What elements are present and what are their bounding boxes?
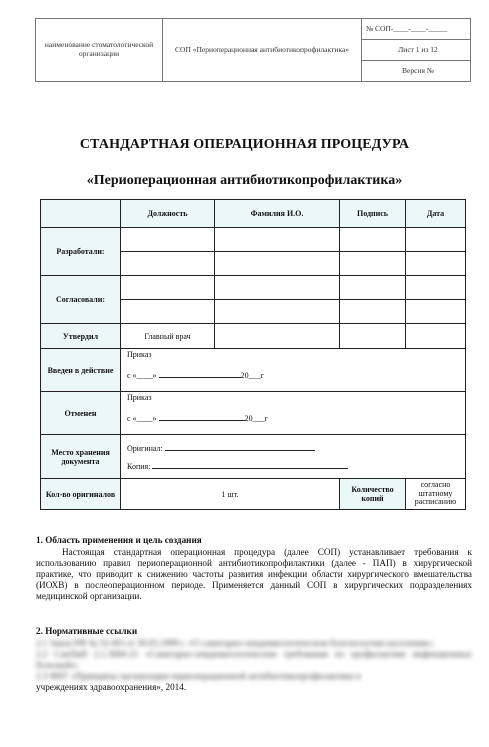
table-cell[interactable] xyxy=(340,276,406,300)
table-row xyxy=(41,435,466,479)
table-cell[interactable] xyxy=(215,228,340,252)
reference-line-3: 2.3 ФБУ «Принципы организации периоперационной антибиотикопрофилактики в xyxy=(36,671,361,681)
table-cell[interactable] xyxy=(406,300,466,324)
sop-number: № СОП-____-____-_____ xyxy=(362,19,471,40)
reference-line-2: 2.2 СанПиН 2.1.3684-21 «Санитарно-эпидемиологические требования по профилактике инфекционных болезней»; xyxy=(36,649,472,670)
section-2-body xyxy=(36,638,472,693)
agreed-label: Согласовали: xyxy=(41,276,121,324)
copies-count: согласно штатному расписанию xyxy=(406,479,466,510)
introduced-label: Введен в действие xyxy=(41,349,121,392)
originals-count: 1 шт. xyxy=(121,479,340,510)
order-date-line: с «____» 20___г xyxy=(127,371,264,380)
approved-label: Утвердил xyxy=(41,324,121,349)
col-position-header: Должность xyxy=(121,200,215,228)
reference-line-4: учреждениях здравоохранения», 2014. xyxy=(36,682,187,692)
document-title: СТАНДАРТНАЯ ОПЕРАЦИОННАЯ ПРОЦЕДУРА xyxy=(79,137,410,152)
table-row xyxy=(41,276,466,300)
introduced-order xyxy=(121,349,466,392)
table-cell[interactable] xyxy=(406,324,466,349)
table-cell[interactable] xyxy=(215,252,340,276)
original-line: Оригинал: xyxy=(127,442,465,456)
table-cell[interactable] xyxy=(121,228,215,252)
table-row xyxy=(41,324,466,349)
storage-label: Место хранения документа xyxy=(41,435,121,479)
table-cell[interactable] xyxy=(340,228,406,252)
order-label: Приказ xyxy=(127,350,152,359)
table-cell[interactable] xyxy=(121,252,215,276)
table-row xyxy=(41,479,466,510)
table-header-row xyxy=(41,200,466,228)
section-2-heading: 2. Нормативные ссылки xyxy=(36,626,138,636)
table-cell[interactable] xyxy=(215,300,340,324)
table-cell[interactable] xyxy=(340,252,406,276)
table-row xyxy=(41,228,466,252)
registration-table xyxy=(40,199,466,510)
table-cell[interactable] xyxy=(406,252,466,276)
section-1-body: Настоящая стандартная операционная процедура (далее СОП) устанавливает требования к использованию правил периоперационной антибиотикопрофилактики (далее - ПАП) в хирургической практике, что приводит к снижению частоты развития инфекции области хирургического вмешательства (ИОХВ) в послеоперационном периоде. Применяется данный СОП в хирургических подразделениях медицинской организации. xyxy=(36,547,472,601)
table-cell[interactable] xyxy=(406,228,466,252)
approved-position: Главный врач xyxy=(121,324,215,349)
table-row xyxy=(41,392,466,435)
document-header xyxy=(35,18,471,82)
copy-line: Копия: xyxy=(127,460,465,474)
order-date-line: с «____» 20___г xyxy=(127,414,268,423)
table-cell[interactable] xyxy=(340,300,406,324)
table-cell[interactable] xyxy=(121,300,215,324)
sop-name: СОП «Периоперационная антибиотикопрофилактика» xyxy=(163,19,362,82)
reference-line-1: 2.1 Закон РФ № 52-ФЗ от 30.03.1999 г. «О санитарно-эпидемиологическом благополучии населения»; xyxy=(36,638,434,648)
col-date-header: Дата xyxy=(406,200,466,228)
org-name: наименование стоматологической организации xyxy=(36,19,163,82)
originals-count-label: Кол-во оригиналов xyxy=(41,479,121,510)
sheet-number: Лист 1 из 12 xyxy=(362,40,471,61)
cancelled-label: Отменен xyxy=(41,392,121,435)
copies-count-label: Количество копий xyxy=(340,479,406,510)
section-1-heading: 1. Область применения и цель создания xyxy=(36,535,202,545)
version-number: Версия № xyxy=(362,61,471,82)
order-label: Приказ xyxy=(127,393,152,402)
table-row xyxy=(41,349,466,392)
table-cell[interactable] xyxy=(215,276,340,300)
developed-label: Разработали: xyxy=(41,228,121,276)
col-signature-header: Подпись xyxy=(340,200,406,228)
table-cell[interactable] xyxy=(406,276,466,300)
col-name-header: Фамилия И.О. xyxy=(215,200,340,228)
document-subtitle: «Периоперационная антибиотикопрофилактика» xyxy=(86,173,403,188)
table-cell[interactable] xyxy=(215,324,340,349)
storage-place xyxy=(121,435,466,479)
corner-cell xyxy=(41,200,121,228)
table-cell[interactable] xyxy=(121,276,215,300)
table-cell[interactable] xyxy=(340,324,406,349)
cancelled-order xyxy=(121,392,466,435)
